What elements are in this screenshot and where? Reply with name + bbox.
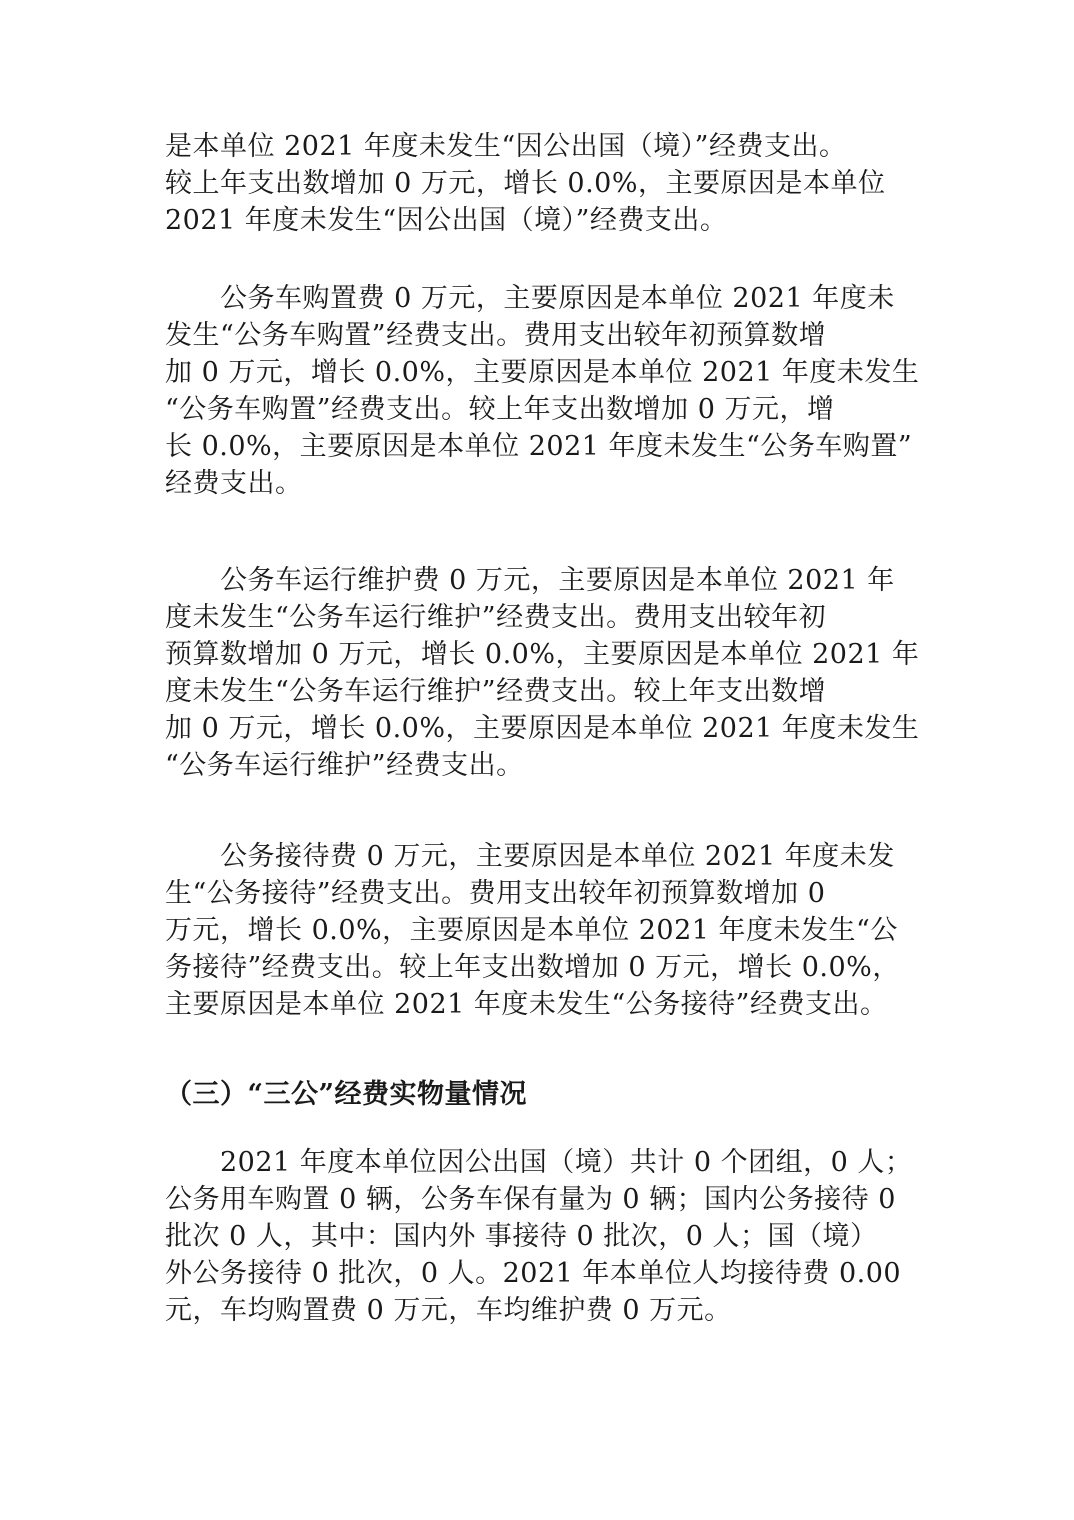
paragraph-vehicle-purchase: [165, 280, 925, 502]
text-line: “公务车运行维护”经费支出。: [165, 750, 524, 781]
text-line: 主要原因是本单位 2021 年度未发生“公务接待”经费支出。: [165, 989, 888, 1020]
text-line: 较上年支出数增加 0 万元，增长 0.0%，主要原因是本单位: [165, 168, 886, 199]
section-heading: [165, 1076, 925, 1113]
text-line: 公务用车购置 0 辆，公务车保有量为 0 辆；国内公务接待 0: [165, 1184, 896, 1215]
text-line: 万元，增长 0.0%，主要原因是本单位 2021 年度未发生“公: [165, 915, 898, 946]
text-line: 元，车均购置费 0 万元，车均维护费 0 万元。: [165, 1295, 732, 1326]
text-line: 外公务接待 0 批次，0 人。2021 年本单位人均接待费 0.00: [165, 1258, 902, 1289]
text-line: 度未发生“公务车运行维护”经费支出。较上年支出数增: [165, 676, 827, 707]
text-line: 公务接待费 0 万元，主要原因是本单位 2021 年度未发: [165, 841, 895, 872]
text-line: 发生“公务车购置”经费支出。费用支出较年初预算数增: [165, 320, 827, 351]
text-line: 公务车运行维护费 0 万元，主要原因是本单位 2021 年: [165, 565, 895, 596]
text-line: 加 0 万元，增长 0.0%，主要原因是本单位 2021 年度未发生: [165, 357, 920, 388]
text-line: 长 0.0%，主要原因是本单位 2021 年度未发生“公务车购置”: [165, 431, 913, 462]
text-line: 加 0 万元，增长 0.0%，主要原因是本单位 2021 年度未发生: [165, 713, 920, 744]
paragraph-official-reception: [165, 838, 925, 1023]
text-line: 生“公务接待”经费支出。费用支出较年初预算数增加 0: [165, 878, 826, 909]
text-line: 批次 0 人，其中：国内外 事接待 0 批次，0 人；国（境）: [165, 1221, 878, 1252]
paragraph-physical-quantities: [165, 1144, 925, 1329]
paragraph-vehicle-maintenance: [165, 562, 925, 784]
text-line: 经费支出。: [165, 468, 303, 499]
paragraph-outbound-travel: [165, 128, 925, 239]
heading-text: （三）“三公”经费实物量情况: [165, 1079, 528, 1110]
text-line: 2021 年度未发生“因公出国（境）”经费支出。: [165, 205, 728, 236]
text-line: 度未发生“公务车运行维护”经费支出。费用支出较年初: [165, 602, 827, 633]
text-line: 是本单位 2021 年度未发生“因公出国（境）”经费支出。: [165, 131, 847, 162]
text-line: 2021 年度本单位因公出国（境）共计 0 个团组，0 人；: [165, 1147, 913, 1178]
text-line: 预算数增加 0 万元，增长 0.0%，主要原因是本单位 2021 年: [165, 639, 920, 670]
text-line: 公务车购置费 0 万元，主要原因是本单位 2021 年度未: [165, 283, 895, 314]
text-line: “公务车购置”经费支出。较上年支出数增加 0 万元，增: [165, 394, 835, 425]
text-line: 务接待”经费支出。较上年支出数增加 0 万元，增长 0.0%，: [165, 952, 900, 983]
